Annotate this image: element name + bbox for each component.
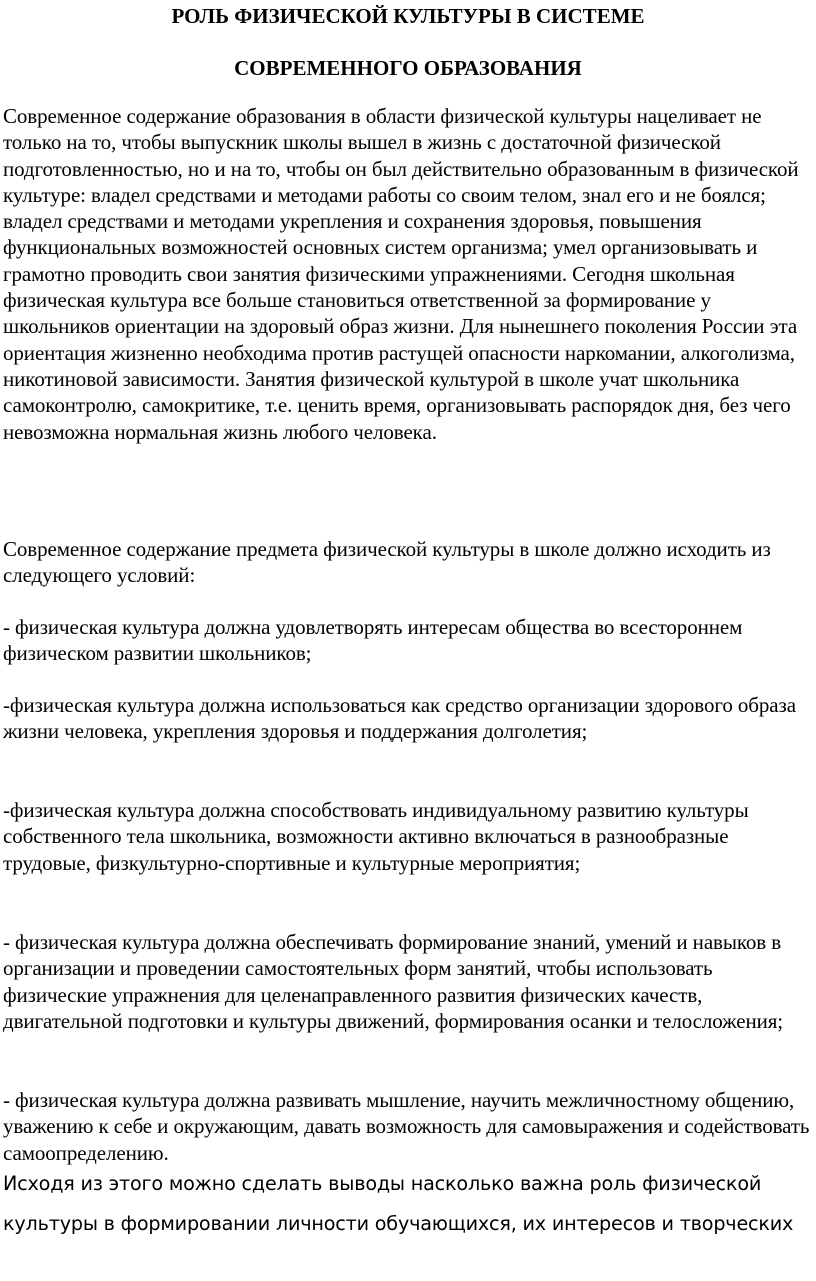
list-item-body-culture: -физическая культура должна способствовать индивидуальному развитию культуры собственного тела школьника, возможности активно включаться в разнообразные трудовые, физкультурно-спортивные и культурные мероприятия; [3, 798, 749, 875]
paragraph-conclusion: Исходя из этого можно сделать выводы насколько важна роль физической культуры в формировании личности обучающихся, их интересов и творческих [3, 1172, 794, 1235]
title-line-2: СОВРЕМЕННОГО ОБРАЗОВАНИЯ [234, 56, 582, 80]
list-item-thinking: - физическая культура должна развивать мышление, научить межличностному общению, уважению к себе и окружающим, давать возможность для самовыражения и содействовать самоопределению. [3, 1088, 810, 1165]
paragraph-conditions: Современное содержание предмета физической культуры в школе должно исходить из следующего условий: [3, 537, 771, 588]
list-item-healthy-lifestyle: -физическая культура должна использоваться как средство организации здорового образа жизни человека, укрепления здоровья и поддержания долголетия; [3, 693, 796, 744]
paragraph-intro: Современное содержание образования в области физической культуры нацеливает не только на то, чтобы выпускник школы вышел в жизнь с достаточной физической подготовленностью, но и на то, чтобы он был действительно образованным в физической культуре: владел средствами и методами работы со своим телом, знал его и не боялся; владел средствами и методами укрепления и сохранения здоровья, повышения функциональных возможностей основных систем организма; умел организовывать и грамотно проводить свои занятия физическими упражнениями. Сегодня школьная физическая культура все больше становиться ответственной за формирование у школьников ориентации на здоровый образ жизни. Для нынешнего поколения России эта ориентация жизненно необходима против растущей опасности наркомании, алкоголизма, никотиновой зависимости. Занятия физической культурой в школе учат школьника самоконтролю, самокритике, т.е. ценить время, организовывать распорядок дня, без чего невозможна нормальная жизнь любого человека. [3, 104, 799, 444]
title-line-1: РОЛЬ ФИЗИЧЕСКОЙ КУЛЬТУРЫ В СИСТЕМЕ [171, 4, 645, 28]
list-item-skills: - физическая культура должна обеспечивать формирование знаний, умений и навыков в организации и проведении самостоятельных форм занятий, чтобы использовать физические упражнения для целенаправленного развития физических качеств, двигательной подготовки и культуры движений, формирования осанки и телосложения; [3, 930, 784, 1033]
list-item-interests: - физическая культура должна удовлетворять интересам общества во всестороннем физическом развитии школьников; [3, 615, 743, 666]
